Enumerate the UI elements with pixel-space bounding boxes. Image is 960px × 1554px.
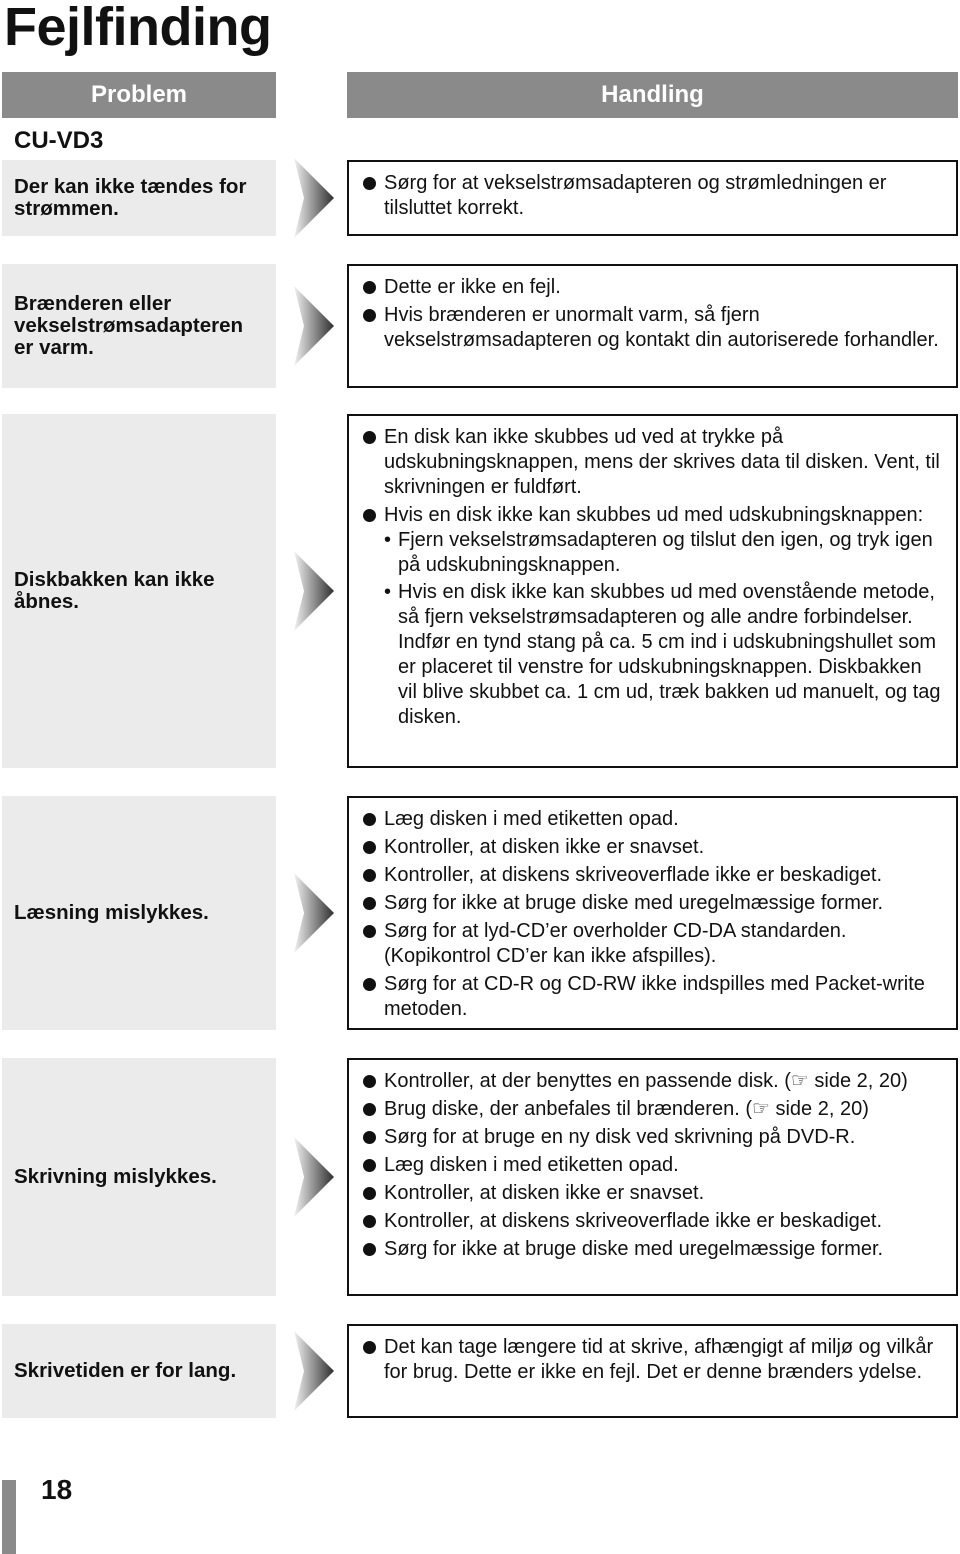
column-header-action: Handling xyxy=(347,72,958,118)
action-item xyxy=(362,425,946,500)
action-item xyxy=(362,972,946,1022)
chevron-right-icon xyxy=(292,284,336,368)
action-item xyxy=(362,863,946,888)
action-text: Brug diske, der anbefales til brænderen. (☞ side 2, 20) xyxy=(384,1098,869,1120)
action-cell xyxy=(347,1058,958,1296)
chevron-right-icon xyxy=(292,871,336,955)
action-text: Sørg for ikke at bruge diske med uregelmæssige former. xyxy=(384,1238,884,1260)
bullet-icon xyxy=(363,869,376,882)
action-text: Hvis brænderen er unormalt varm, så fjern vekselstrømsadapteren og kontakt din autoriserede forhandler. xyxy=(384,304,939,351)
chevron-right-icon xyxy=(292,1329,336,1413)
bullet-icon xyxy=(363,813,376,826)
action-text: Sørg for at CD-R og CD-RW ikke indspilles med Packet-write metoden. xyxy=(384,973,925,1020)
bullet-icon xyxy=(363,978,376,991)
bullet-icon xyxy=(363,1341,376,1354)
action-item xyxy=(362,1237,946,1262)
action-cell xyxy=(347,264,958,388)
page-marker-bar xyxy=(2,1480,16,1554)
action-text: Sørg for at bruge en ny disk ved skrivning på DVD-R. xyxy=(384,1126,856,1148)
bullet-icon xyxy=(363,1103,376,1116)
action-item xyxy=(362,1125,946,1150)
action-text: Læg disken i med etiketten opad. xyxy=(384,808,679,830)
action-item xyxy=(362,1097,946,1122)
action-text: Kontroller, at disken ikke er snavset. xyxy=(384,836,705,858)
problem-cell: Læsning mislykkes. xyxy=(2,796,276,1030)
action-item xyxy=(362,503,946,730)
bullet-icon xyxy=(363,1215,376,1228)
action-subtext: Fjern vekselstrømsadapteren og tilslut den igen, og tryk igen på udskubningsknappen. xyxy=(398,529,933,576)
action-item xyxy=(362,919,946,969)
action-item xyxy=(362,275,946,300)
action-text: Det kan tage længere tid at skrive, afhængigt af miljø og vilkår for brug. Dette er ikke en fejl. Det er denne brænders ydelse. xyxy=(384,1336,934,1383)
bullet-icon xyxy=(363,281,376,294)
action-item xyxy=(362,1181,946,1206)
action-item xyxy=(362,171,946,221)
action-text: Hvis en disk ikke kan skubbes ud med udskubningsknappen: xyxy=(384,504,924,526)
bullet-icon xyxy=(363,1187,376,1200)
action-cell xyxy=(347,414,958,768)
column-header-problem: Problem xyxy=(2,72,276,118)
bullet-icon xyxy=(363,1159,376,1172)
action-cell xyxy=(347,1324,958,1418)
action-text: Kontroller, at disken ikke er snavset. xyxy=(384,1182,705,1204)
action-item xyxy=(362,807,946,832)
action-item xyxy=(362,891,946,916)
action-text: Dette er ikke en fejl. xyxy=(384,276,561,298)
action-item xyxy=(362,1153,946,1178)
action-text: Kontroller, at diskens skriveoverflade ikke er beskadiget. xyxy=(384,864,883,886)
model-heading: CU-VD3 xyxy=(14,127,104,154)
action-item xyxy=(362,1069,946,1094)
bullet-icon xyxy=(363,431,376,444)
problem-cell: Brænderen eller vekselstrømsadapteren er varm. xyxy=(2,264,276,388)
problem-cell: Skrivetiden er for lang. xyxy=(2,1324,276,1418)
bullet-icon xyxy=(363,897,376,910)
bullet-icon xyxy=(363,841,376,854)
action-item xyxy=(362,1335,946,1385)
action-item xyxy=(362,303,946,353)
bullet-icon xyxy=(363,509,376,522)
action-text: Læg disken i med etiketten opad. xyxy=(384,1154,679,1176)
action-cell xyxy=(347,160,958,236)
page-title: Fejlfinding xyxy=(4,0,272,57)
bullet-icon xyxy=(363,1243,376,1256)
small-bullet-icon: • xyxy=(384,581,392,603)
action-subtext: Hvis en disk ikke kan skubbes ud med ovenstående metode, så fjern vekselstrømsadapteren og alle andre forbindelser. Indfør en tynd stang på ca. 5 cm ind i udskubningshullet som er placeret til venstre for udskubningsknappen. Diskbakken vil blive skubbet ca. 1 cm ud, træk bakken ud manuelt, og tag disken. xyxy=(398,581,941,728)
bullet-icon xyxy=(363,925,376,938)
chevron-right-icon xyxy=(292,549,336,633)
bullet-icon xyxy=(363,1075,376,1088)
action-item xyxy=(362,1209,946,1234)
chevron-right-icon xyxy=(292,156,336,240)
bullet-icon xyxy=(363,1131,376,1144)
action-item xyxy=(362,835,946,860)
action-text: En disk kan ikke skubbes ud ved at trykke på udskubningsknappen, mens der skrives data til disken. Vent, til skrivningen er fuldført. xyxy=(384,426,940,498)
action-text: Kontroller, at der benyttes en passende disk. (☞ side 2, 20) xyxy=(384,1070,908,1092)
action-text: Sørg for at vekselstrømsadapteren og strømledningen er tilsluttet korrekt. xyxy=(384,172,887,219)
bullet-icon xyxy=(363,177,376,190)
action-text: Kontroller, at diskens skriveoverflade ikke er beskadiget. xyxy=(384,1210,883,1232)
problem-cell: Diskbakken kan ikke åbnes. xyxy=(2,414,276,768)
bullet-icon xyxy=(363,309,376,322)
action-text: Sørg for at lyd-CD’er overholder CD-DA standarden. (Kopikontrol CD’er kan ikke afspilles). xyxy=(384,920,847,967)
problem-cell: Der kan ikke tændes for strømmen. xyxy=(2,160,276,236)
action-subitem xyxy=(384,580,946,730)
action-subitem xyxy=(384,528,946,578)
small-bullet-icon: • xyxy=(384,529,392,551)
page-number: 18 xyxy=(41,1474,73,1505)
chevron-right-icon xyxy=(292,1135,336,1219)
action-cell xyxy=(347,796,958,1030)
problem-cell: Skrivning mislykkes. xyxy=(2,1058,276,1296)
action-text: Sørg for ikke at bruge diske med uregelmæssige former. xyxy=(384,892,884,914)
